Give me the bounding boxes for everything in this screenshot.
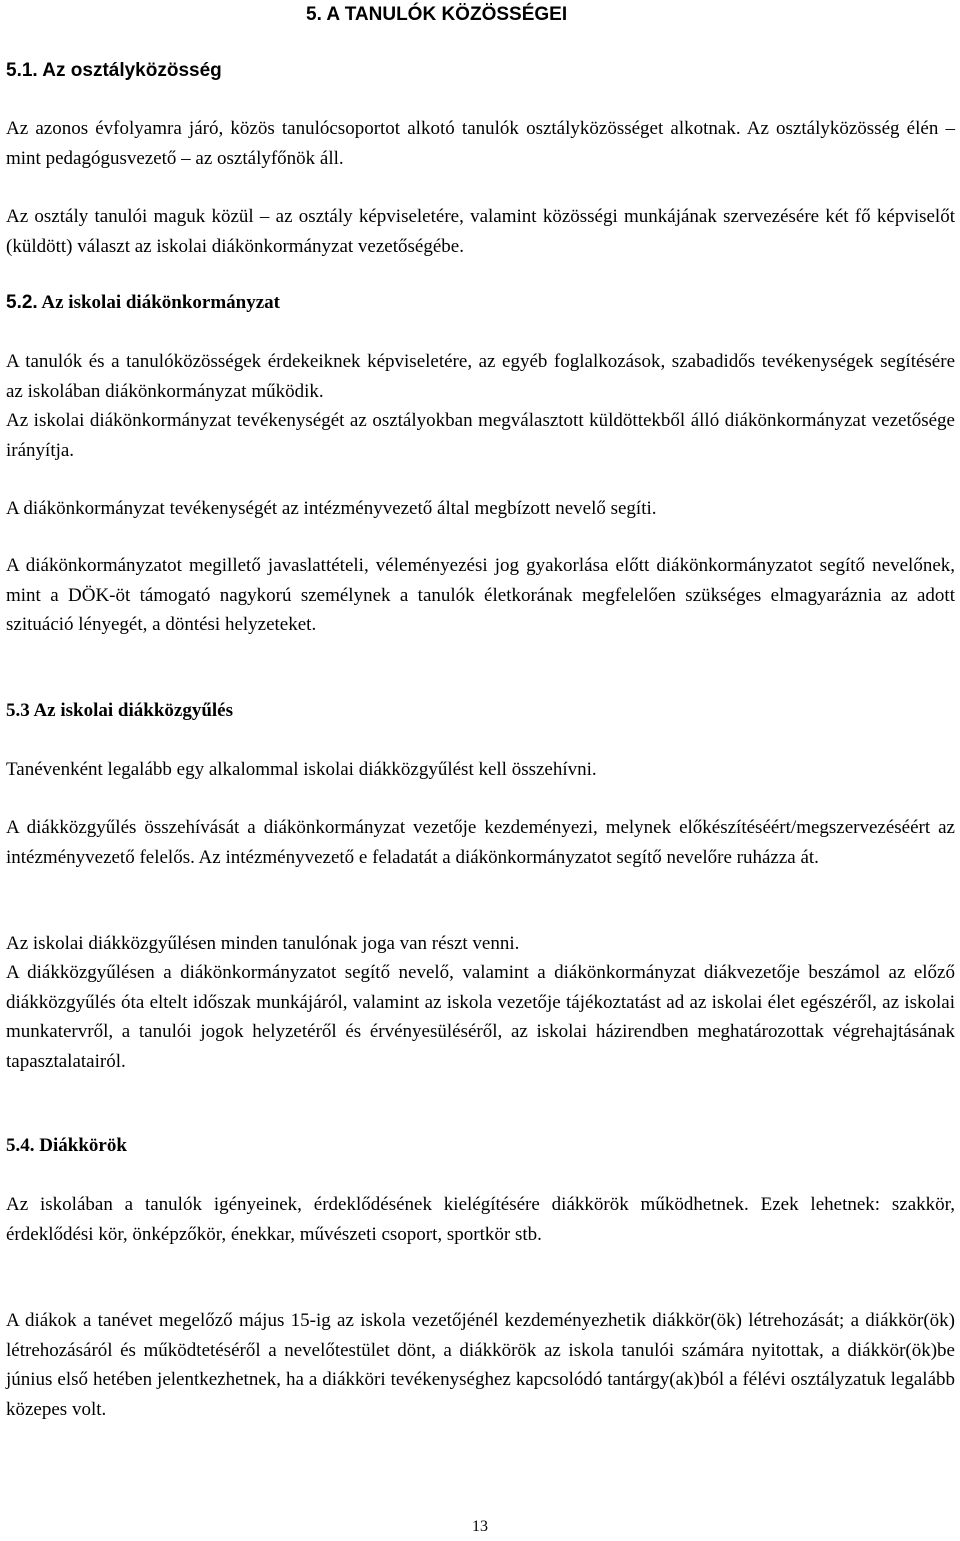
paragraph-5-2-2: Az iskolai diákönkormányzat tevékenységét az osztályokban megválasztott küldöttekből álló diákönkormányzat vezetősége irányítja. <box>6 410 955 461</box>
page-number: 13 <box>472 1518 488 1535</box>
paragraph-5-2-1: A tanulók és a tanulóközösségek érdekeiknek képviseletére, az egyéb foglalkozások, szabadidős tevékenységek segítésére az iskolában diákönkormányzat működik. <box>6 351 955 402</box>
section-title-5-2: Az iskolai diákönkormányzat <box>41 292 280 313</box>
paragraph-5-3-3: Az iskolai diákközgyűlésen minden tanulónak joga van részt venni. <box>6 933 520 954</box>
paragraph-5-3-1: Tanévenként legalább egy alkalommal iskolai diákközgyűlést kell összehívni. <box>6 759 597 780</box>
paragraph-5-2-3: A diákönkormányzat tevékenységét az intézményvezető által megbízott nevelő segíti. <box>6 498 657 519</box>
paragraph-5-4-2: A diákok a tanévet megelőző május 15-ig az iskola vezetőjénél kezdeményezhetik diákkör(ök) létrehozását; a diákkör(ök) létrehozásáról és működtetéséről a nevelőtestület dönt, a diákkörök az iskola tanulói számára nyitottak, a diákkör(ök)be június első hetében jelentkezhetnek, ha a diákköri tevékenységhez kapcsolódó tantárgy(ak)ból a félévi osztályzatuk legalább közepes volt. <box>6 1310 955 1420</box>
section-heading-5-4: 5.4. Diákkörök <box>6 1135 127 1156</box>
section-number-5-2: 5.2. <box>6 292 38 313</box>
section-heading-5-3: 5.3 Az iskolai diákközgyűlés <box>6 700 233 721</box>
section-heading-5-2 <box>6 290 954 316</box>
paragraph-5-2-4: A diákönkormányzatot megillető javaslattételi, véleményezési jog gyakorlása előtt diákönkormányzatot segítő nevelőnek, mint a DÖK-öt támogató nagykorú személynek a tanulók életkorának megfelelően szükséges elmagyaráznia az adott szituáció lényegét, a döntési helyzeteket. <box>6 555 955 635</box>
chapter-title: 5. A TANULÓK KÖZÖSSÉGEI <box>306 4 568 25</box>
paragraph-5-1-2: Az osztály tanulói maguk közül – az osztály képviseletére, valamint közösségi munkájának szervezésére két fő képviselőt (küldött) választ az iskolai diákönkormányzat vezetőségébe. <box>6 206 955 257</box>
section-heading-5-1: 5.1. Az osztályközösség <box>6 60 222 81</box>
paragraph-5-1-1: Az azonos évfolyamra járó, közös tanulócsoportot alkotó tanulók osztályközösséget alkotnak. Az osztályközösség élén – mint pedagógusvezető – az osztályfőnök áll. <box>6 118 955 169</box>
paragraph-5-3-4: A diákközgyűlésen a diákönkormányzatot segítő nevelő, valamint a diákönkormányzat diákvezetője beszámol az előző diákközgyűlés óta eltelt időszak munkájáról, valamint az iskola vezetője tájékoztatást ad az iskolai élet egészéről, az iskolai munkatervről, a tanulói jogok helyzetéről és érvényesüléséről, az iskolai házirendben meghatározottak végrehajtásának tapasztalatairól. <box>6 962 955 1072</box>
paragraph-5-4-1: Az iskolában a tanulók igényeinek, érdeklődésének kielégítésére diákkörök működhetnek. Ezek lehetnek: szakkör, érdeklődési kör, önképzőkör, énekkar, művészeti csoport, sportkör stb. <box>6 1194 955 1245</box>
paragraph-5-3-2: A diákközgyűlés összehívását a diákönkormányzat vezetője kezdeményezi, melynek előkészítéséért/megszervezéséért az intézményvezető felelős. Az intézményvezető e feladatát a diákönkormányzatot segítő nevelőre ruházza át. <box>6 817 955 868</box>
